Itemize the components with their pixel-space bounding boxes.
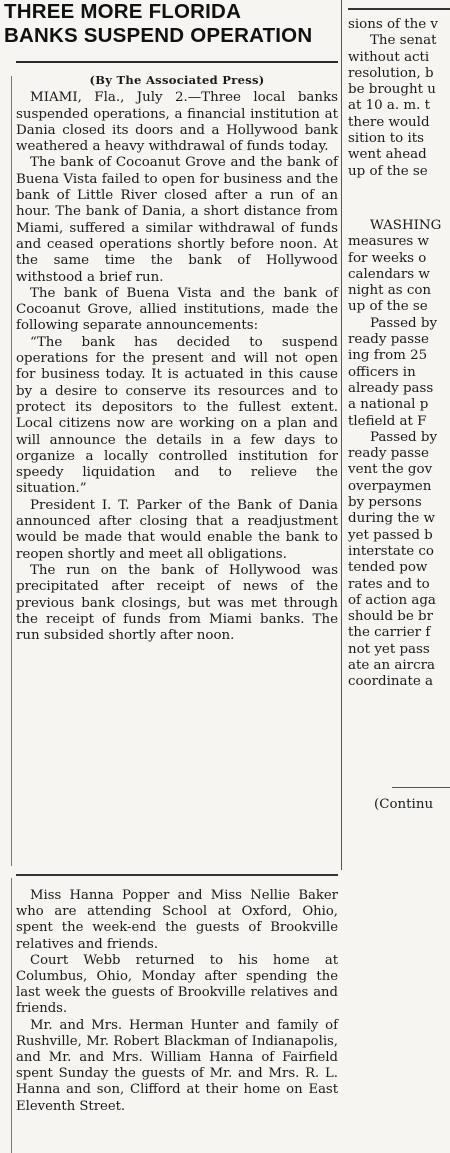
right-column-line: rates and to xyxy=(348,576,430,592)
right-column-line: ready passe xyxy=(348,332,429,348)
right-column-line: coordinate a xyxy=(348,674,434,690)
right-column-line: ing from 25 xyxy=(348,348,428,364)
right-column-line: at 10 a. m. t xyxy=(348,98,431,114)
right-column-line: already pass xyxy=(348,380,434,396)
right-column-block-2 xyxy=(344,218,450,691)
right-column-line: interstate co xyxy=(348,543,434,559)
right-column-block-1 xyxy=(344,17,450,180)
right-column-line: should be br xyxy=(348,609,434,625)
social-paragraph: Mr. and Mrs. Herman Hunter and family of Rushville, Mr. Robert Blackman of Indianapolis, and Mr. and Mrs. William Hanna of Fairfield spent Sunday the guests of Mr. and Mrs. R. L. Hanna and son, Clifford at their home on East Eleventh Street. xyxy=(16,1017,338,1114)
column-divider xyxy=(341,0,342,870)
right-column-line: calendars w xyxy=(348,266,430,282)
social-notes xyxy=(16,888,338,1115)
article-paragraph: The run on the bank of Hollywood was precipitated after receipt of news of the previous bank closings, but was met through the receipt of funds from Miami banks. The run subsided shortly after noon. xyxy=(16,562,338,644)
right-column-line: up of the se xyxy=(348,163,428,179)
right-column-line: ate an aircra xyxy=(348,657,435,673)
article-paragraph: President I. T. Parker of the Bank of Dania announced after closing that a readjustment would be made that would enable the bank to reopen shortly and meet all obligations. xyxy=(16,497,338,562)
continued-note: (Continu xyxy=(374,796,434,812)
right-column-line: vent the gov xyxy=(348,462,433,478)
right-column-line: up of the se xyxy=(348,299,428,315)
right-column-line: ready passe xyxy=(348,446,429,462)
social-paragraph: Court Webb returned to his home at Columbus, Ohio, Monday after spending the last week the guests of Brookville relatives and friends. xyxy=(16,952,338,1017)
right-column-line: be brought u xyxy=(348,82,436,98)
right-column-line: sions of the v xyxy=(348,17,438,32)
article-paragraph: “The bank has decided to suspend operations for the present and will not open for business today. It is actuated in this cause by a desire to conserve its resources and to protect its depositors to the fullest extent. Local citizens now are working on a plan and will announce the details in a few days to organize a locally controlled institution for speedy liquidation and to relieve the situation.” xyxy=(16,334,338,497)
right-column-line: night as con xyxy=(348,283,432,299)
right-column-line: of action aga xyxy=(348,592,436,608)
right-column-line: a national p xyxy=(348,397,429,413)
article-paragraph: MIAMI, Fla., July 2.—Three local banks suspended operations, a financial institution at Dania closed its doors and a Hollywood bank weathered a heavy withdrawal of funds today. xyxy=(16,90,338,155)
right-column-line: there would xyxy=(348,114,430,130)
right-column-line: yet passed b xyxy=(348,527,433,543)
right-column-line: sition to its xyxy=(348,131,424,147)
social-paragraph: Miss Hanna Popper and Miss Nellie Baker who are attending School at Oxford, Ohio, spent the week-end the guests of Brookville relatives and friends. xyxy=(16,888,338,952)
right-column-line: officers in xyxy=(348,364,416,380)
right-column-line: during the w xyxy=(348,511,435,527)
headline-rule xyxy=(16,61,338,63)
right-column-line: tended pow xyxy=(348,560,428,576)
bottom-column-edge xyxy=(11,878,12,1153)
right-column-line: for weeks o xyxy=(348,250,427,266)
right-column xyxy=(344,0,450,1153)
right-column-line: Passed by xyxy=(370,315,438,331)
headline-line-1: THREE MORE FLORIDA xyxy=(4,0,242,23)
headline-line-2: BANKS SUSPEND OPERATION xyxy=(4,24,313,47)
article-paragraph: The bank of Buena Vista and the bank of Cocoanut Grove, allied institutions, made the following separate announcements: xyxy=(16,285,338,334)
right-column-line: measures w xyxy=(348,234,430,250)
byline: (By The Associated Press) xyxy=(89,73,265,87)
right-column-line: The senat xyxy=(370,33,437,49)
right-column-short-rule xyxy=(392,787,450,788)
main-article xyxy=(16,64,338,644)
right-column-line: the carrier f xyxy=(348,625,431,641)
right-column-line: not yet pass xyxy=(348,641,430,657)
right-column-line: tlefield at F xyxy=(348,413,427,429)
right-column-line: without acti xyxy=(348,49,430,65)
right-column-line: went ahead xyxy=(348,147,427,163)
right-column-line: Passed by xyxy=(370,429,438,445)
right-column-line: WASHING xyxy=(370,217,442,233)
right-column-line: overpaymen xyxy=(348,478,432,494)
section-separator xyxy=(16,874,338,876)
headline xyxy=(4,0,340,48)
right-column-line: by persons xyxy=(348,495,422,511)
left-column-edge xyxy=(11,76,12,866)
right-column-line: resolution, b xyxy=(348,65,434,81)
article-paragraph: The bank of Cocoanut Grove and the bank of Buena Vista failed to open for business and the bank of Little River closed after a run of an hour. The bank of Dania, a short distance from Miami, suffered a similar withdrawal of funds and ceased operations shortly before noon. At the same time the bank of Hollywood withstood a brief run. xyxy=(16,155,338,285)
